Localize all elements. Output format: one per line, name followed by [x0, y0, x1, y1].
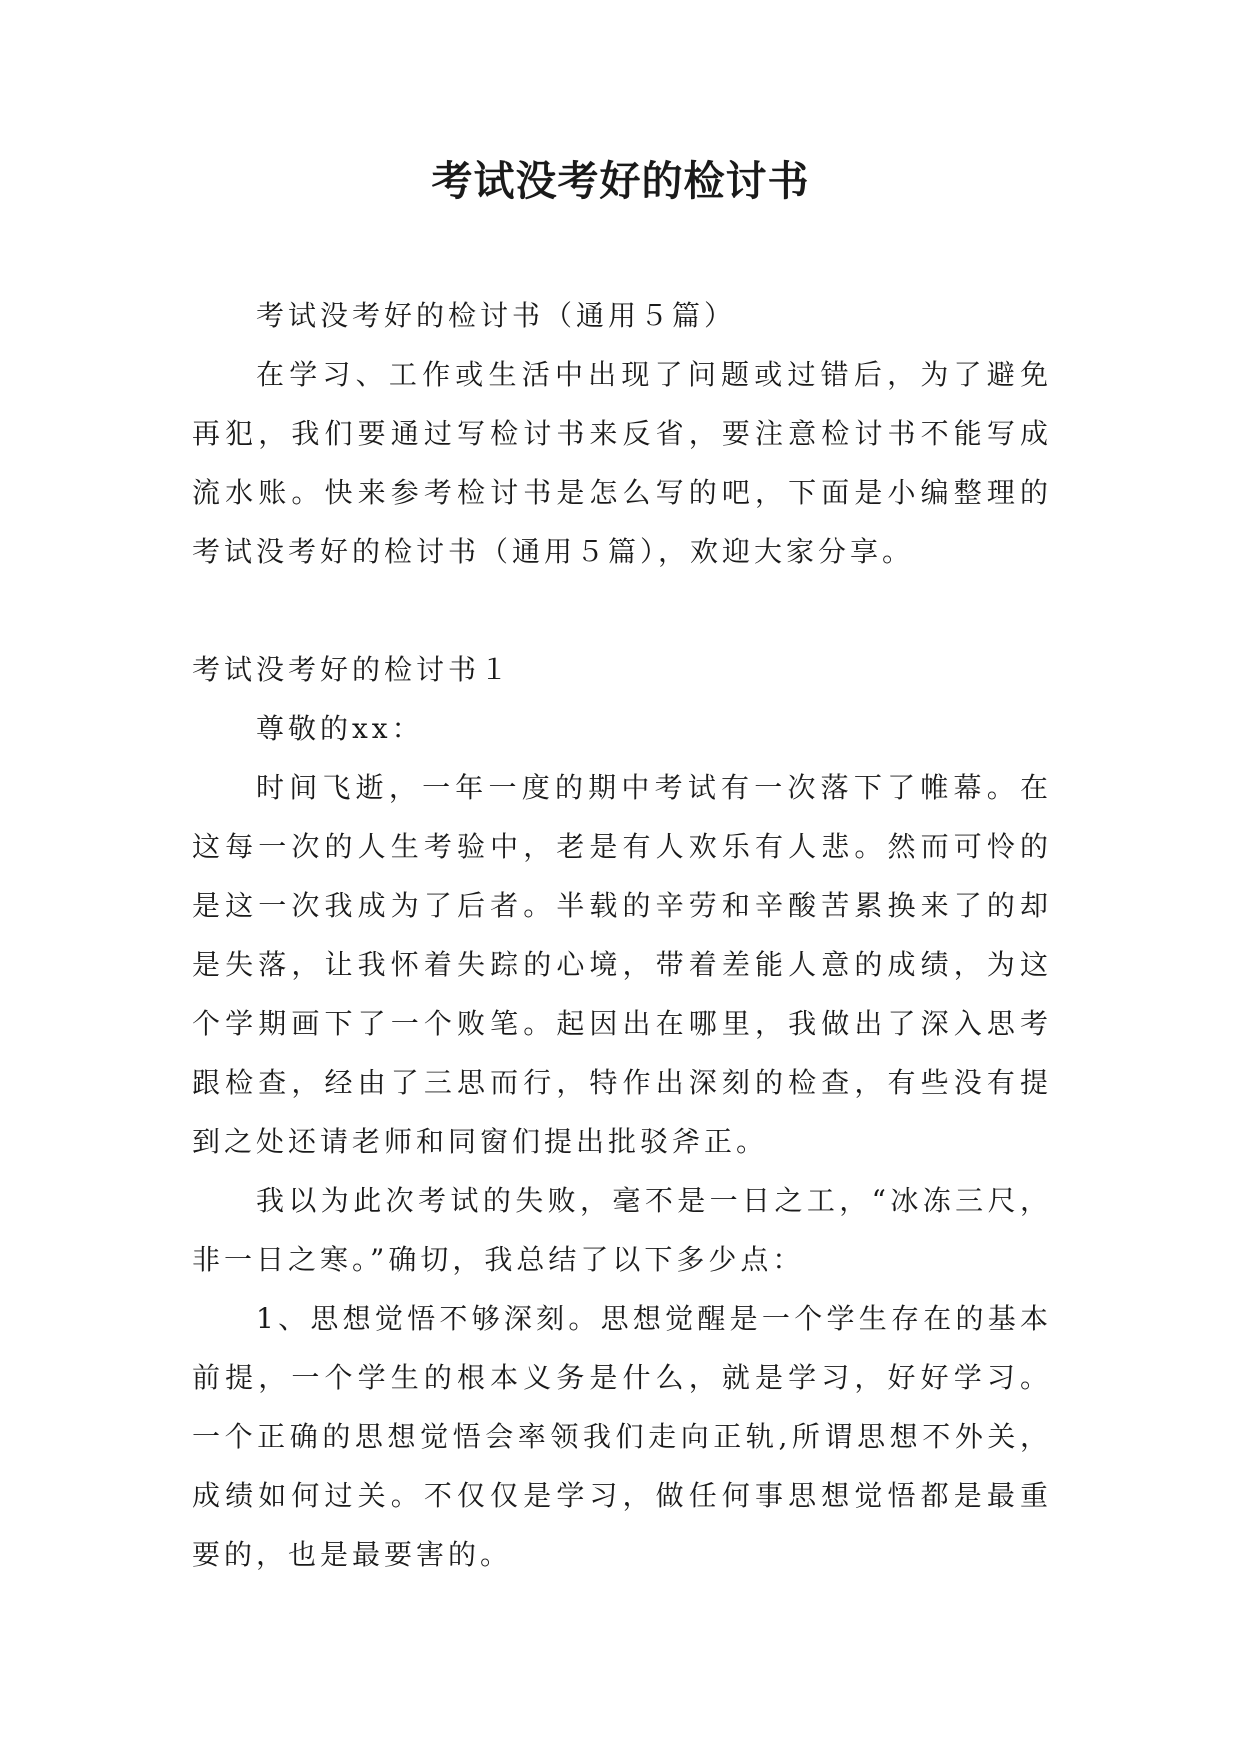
- document-title: 考试没考好的检讨书: [431, 157, 810, 205]
- section-heading: 考试没考好的检讨书１: [192, 653, 513, 686]
- body-paragraph: 时间飞逝，一年一度的期中考试有一次落下了帷幕。在这每一次的人生考验中，老是有人欢乐有人悲。然而可怜的是这一次我成为了后者。半载的辛劳和辛酸苦累换来了的却是失落，让我怀着失踪的心境，带着差能人意的成绩，为这个学期画下了一个败笔。起因出在哪里，我做出了深入思考跟检查，经由了三思而行，特作出深刻的检查，有些没有提到之处还请老师和同窗们提出批驳斧正。: [192, 771, 1052, 1158]
- body-paragraph: 我以为此次考试的失败，毫不是一日之工，“冰冻三尺，非一日之寒。”确切，我总结了以下多少点：: [192, 1184, 1052, 1276]
- document-body: [192, 286, 1052, 1584]
- intro-paragraph: 在学习、工作或生活中出现了问题或过错后，为了避免再犯，我们要通过写检讨书来反省，要注意检讨书不能写成流水账。快来参考检讨书是怎么写的吧，下面是小编整理的考试没考好的检讨书（通用５篇），欢迎大家分享。: [192, 358, 1052, 568]
- salutation: 尊敬的xx：: [256, 712, 424, 745]
- body-paragraph: 1、思想觉悟不够深刻。思想觉醒是一个学生存在的基本前提，一个学生的根本义务是什么，就是学习，好好学习。一个正确的思想觉悟会率领我们走向正轨,所谓思想不外关，成绩如何过关。不仅仅是学习，做任何事思想觉悟都是最重要的，也是最要害的。: [192, 1302, 1052, 1571]
- subtitle-paragraph: 考试没考好的检讨书（通用５篇）: [256, 299, 737, 332]
